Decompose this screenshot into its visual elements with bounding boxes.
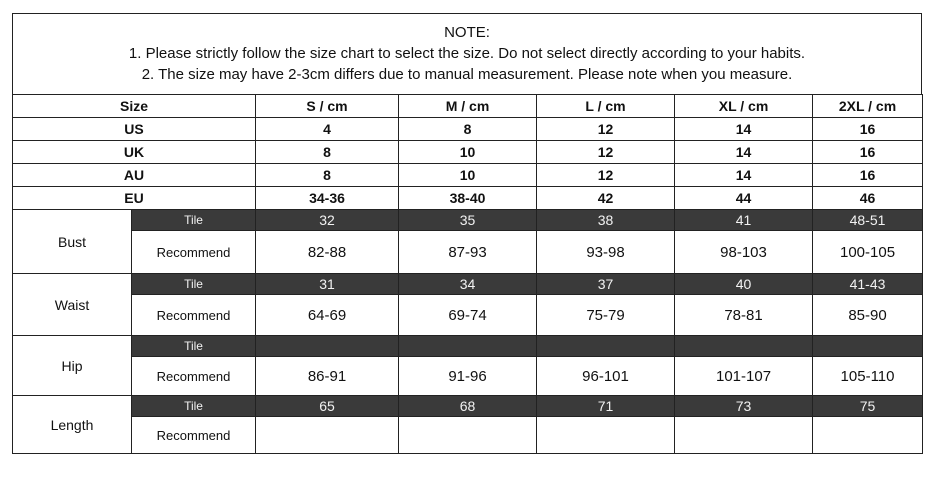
- cell: 8: [256, 164, 399, 187]
- cell: 4: [256, 118, 399, 141]
- recommend-label: Recommend: [132, 357, 256, 396]
- region-row-eu: [13, 187, 923, 210]
- tile-label: Tile: [132, 396, 256, 417]
- cell: [537, 336, 675, 357]
- note-line-2: 2. The size may have 2-3cm differs due to manual measurement. Please note when you measure.: [141, 66, 793, 83]
- cell: 71: [537, 396, 675, 417]
- cell: 16: [813, 141, 923, 164]
- cell: 96-101: [537, 357, 675, 396]
- length-recommend-row: [13, 417, 923, 454]
- measure-label-waist: Waist: [13, 274, 132, 336]
- tile-label: Tile: [132, 210, 256, 231]
- region-label: EU: [13, 187, 256, 210]
- length-tile-row: [13, 396, 923, 417]
- size-chart: [12, 13, 922, 467]
- cell: 42: [537, 187, 675, 210]
- measure-label-hip: Hip: [13, 336, 132, 396]
- region-row-au: [13, 164, 923, 187]
- cell: 12: [537, 164, 675, 187]
- region-label: UK: [13, 141, 256, 164]
- cell: 69-74: [399, 295, 537, 336]
- cell: [256, 417, 399, 454]
- cell: 14: [675, 118, 813, 141]
- note-line-1: 1. Please strictly follow the size chart to select the size. Do not select directly according to your habits.: [128, 45, 806, 62]
- cell: 41-43: [813, 274, 923, 295]
- header-size: Size: [13, 95, 256, 118]
- cell: [675, 417, 813, 454]
- cell: 31: [256, 274, 399, 295]
- cell: 98-103: [675, 231, 813, 274]
- cell: 10: [399, 164, 537, 187]
- tile-label: Tile: [132, 336, 256, 357]
- cell: [256, 336, 399, 357]
- region-row-uk: [13, 141, 923, 164]
- cell: 78-81: [675, 295, 813, 336]
- hip-recommend-row: [13, 357, 923, 396]
- cell: 75-79: [537, 295, 675, 336]
- header-s: S / cm: [256, 95, 399, 118]
- header-xl: XL / cm: [675, 95, 813, 118]
- measure-label-length: Length: [13, 396, 132, 454]
- cell: 44: [675, 187, 813, 210]
- cell: 8: [256, 141, 399, 164]
- cell: [813, 417, 923, 454]
- region-row-us: [13, 118, 923, 141]
- waist-tile-row: [13, 274, 923, 295]
- cell: 34: [399, 274, 537, 295]
- recommend-label: Recommend: [132, 417, 256, 454]
- measure-label-bust: Bust: [13, 210, 132, 274]
- note-title: NOTE:: [444, 24, 490, 41]
- cell: 87-93: [399, 231, 537, 274]
- cell: 40: [675, 274, 813, 295]
- tile-label: Tile: [132, 274, 256, 295]
- recommend-label: Recommend: [132, 231, 256, 274]
- cell: 73: [675, 396, 813, 417]
- cell: 12: [537, 141, 675, 164]
- cell: 48-51: [813, 210, 923, 231]
- cell: 35: [399, 210, 537, 231]
- cell: 46: [813, 187, 923, 210]
- recommend-label: Recommend: [132, 295, 256, 336]
- cell: 10: [399, 141, 537, 164]
- cell: 86-91: [256, 357, 399, 396]
- hip-tile-row: [13, 336, 923, 357]
- cell: 8: [399, 118, 537, 141]
- cell: 68: [399, 396, 537, 417]
- cell: 100-105: [813, 231, 923, 274]
- region-label: AU: [13, 164, 256, 187]
- bust-recommend-row: [13, 231, 923, 274]
- cell: 38: [537, 210, 675, 231]
- header-l: L / cm: [537, 95, 675, 118]
- size-table: [12, 94, 923, 454]
- cell: [813, 336, 923, 357]
- waist-recommend-row: [13, 295, 923, 336]
- cell: 16: [813, 118, 923, 141]
- cell: 65: [256, 396, 399, 417]
- cell: 32: [256, 210, 399, 231]
- cell: 93-98: [537, 231, 675, 274]
- bust-tile-row: [13, 210, 923, 231]
- cell: 14: [675, 141, 813, 164]
- cell: [399, 336, 537, 357]
- cell: 82-88: [256, 231, 399, 274]
- note-box: [12, 13, 922, 95]
- cell: [399, 417, 537, 454]
- cell: 41: [675, 210, 813, 231]
- cell: 85-90: [813, 295, 923, 336]
- cell: 91-96: [399, 357, 537, 396]
- cell: 105-110: [813, 357, 923, 396]
- header-m: M / cm: [399, 95, 537, 118]
- cell: [675, 336, 813, 357]
- cell: 16: [813, 164, 923, 187]
- cell: 101-107: [675, 357, 813, 396]
- header-row: [13, 95, 923, 118]
- cell: 14: [675, 164, 813, 187]
- header-2xl: 2XL / cm: [813, 95, 923, 118]
- cell: 34-36: [256, 187, 399, 210]
- cell: 37: [537, 274, 675, 295]
- region-label: US: [13, 118, 256, 141]
- cell: 64-69: [256, 295, 399, 336]
- cell: 38-40: [399, 187, 537, 210]
- cell: 75: [813, 396, 923, 417]
- cell: [537, 417, 675, 454]
- cell: 12: [537, 118, 675, 141]
